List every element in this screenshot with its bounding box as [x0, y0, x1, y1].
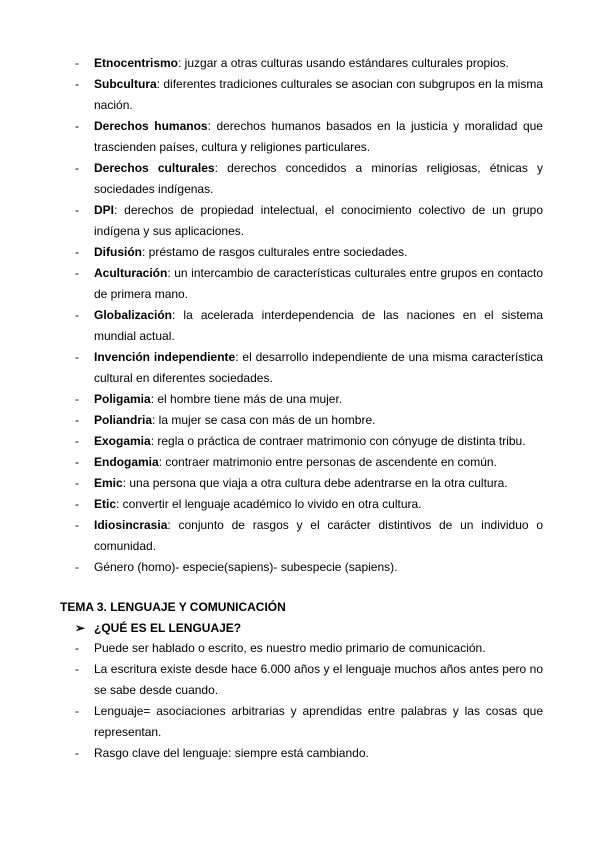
glossary-term: Idiosincrasia	[94, 518, 168, 532]
glossary-term: Aculturación	[94, 266, 168, 280]
glossary-definition: : juzgar a otras culturas usando estándares culturales propios.	[178, 56, 509, 70]
glossary-item	[75, 158, 543, 200]
glossary-term: Etic	[94, 497, 117, 511]
glossary-item	[75, 473, 543, 494]
glossary-definition: : derechos humanos basados en la justicia y moralidad que trascienden países, cultura y religiones particulares.	[94, 119, 543, 154]
glossary-item	[75, 263, 543, 305]
glossary-item	[75, 557, 543, 578]
glossary-definition: : la mujer se casa con más de un hombre.	[152, 413, 376, 427]
dash-bullet: -	[75, 266, 79, 280]
glossary-item	[75, 116, 543, 158]
glossary-term: Invención independiente	[94, 350, 236, 364]
glossary-definition: : una persona que viaja a otra cultura debe adentrarse en la otra cultura.	[122, 476, 508, 490]
list-item-text: Lenguaje= asociaciones arbitrarias y aprendidas entre palabras y las cosas que representan.	[94, 704, 543, 739]
dash-bullet: -	[75, 350, 79, 364]
glossary-item	[75, 410, 543, 431]
glossary-item	[75, 494, 543, 515]
list-item	[75, 659, 543, 701]
glossary-term: Derechos culturales	[94, 161, 215, 175]
dash-bullet: -	[75, 161, 79, 175]
glossary-definition: : préstamo de rasgos culturales entre sociedades.	[142, 245, 408, 259]
list-item	[75, 743, 543, 764]
language-list	[75, 638, 543, 764]
glossary-term: DPI	[94, 203, 115, 217]
dash-bullet: -	[75, 119, 79, 133]
glossary-item	[75, 74, 543, 116]
glossary-definition: Género (homo)- especie(sapiens)- subespecie (sapiens).	[94, 560, 398, 574]
glossary-term: Poliandria	[94, 413, 153, 427]
glossary-definition: : diferentes tradiciones culturales se asocian con subgrupos en la misma nación.	[94, 77, 543, 112]
glossary-term: Subcultura	[94, 77, 157, 91]
glossary-item	[75, 242, 543, 263]
glossary-term: Endogamia	[94, 455, 159, 469]
glossary-item	[75, 200, 543, 242]
dash-bullet: -	[75, 746, 79, 760]
dash-bullet: -	[75, 77, 79, 91]
glossary-term: Globalización	[94, 308, 173, 322]
dash-bullet: -	[75, 641, 79, 655]
glossary-term: Difusión	[94, 245, 142, 259]
section-title: TEMA 3. LENGUAJE Y COMUNICACIÓN	[60, 600, 286, 614]
dash-bullet: -	[75, 560, 79, 574]
dash-bullet: -	[75, 455, 79, 469]
dash-bullet: -	[75, 392, 79, 406]
glossary-definition: : convertir el lenguaje académico lo vivido en otra cultura.	[116, 497, 422, 511]
dash-bullet: -	[75, 518, 79, 532]
glossary-item	[75, 389, 543, 410]
dash-bullet: -	[75, 497, 79, 511]
glossary-term: Poligamia	[94, 392, 151, 406]
dash-bullet: -	[75, 203, 79, 217]
list-item-text: Rasgo clave del lenguaje: siempre está cambiando.	[94, 746, 369, 760]
glossary-definition: : regla o práctica de contraer matrimonio con cónyuge de distinta tribu.	[150, 434, 526, 448]
glossary-item	[75, 452, 543, 473]
glossary-definition: : derechos concedidos a minorías religiosas, étnicas y sociedades indígenas.	[94, 161, 544, 196]
glossary-term: Etnocentrismo	[94, 56, 179, 70]
dash-bullet: -	[75, 245, 79, 259]
sub-heading	[75, 620, 241, 636]
glossary-item	[75, 515, 543, 557]
glossary-definition: : un intercambio de características culturales entre grupos en contacto de primera mano.	[94, 266, 543, 301]
glossary-definition: : el hombre tiene más de una mujer.	[150, 392, 343, 406]
glossary-term: Derechos humanos	[94, 119, 208, 133]
glossary-definition: : el desarrollo independiente de una misma característica cultural en diferentes sociedades.	[94, 350, 543, 385]
dash-bullet: -	[75, 704, 79, 718]
dash-bullet: -	[75, 662, 79, 676]
dash-bullet: -	[75, 308, 79, 322]
list-item-text: La escritura existe desde hace 6.000 años y el lenguaje muchos años antes pero no se sabe desde cuando.	[94, 662, 543, 697]
glossary-definition: : derechos de propiedad intelectual, el conocimiento colectivo de un grupo indígena y sus aplicaciones.	[94, 203, 543, 238]
sub-heading-text: ¿QUÉ ES EL LENGUAJE?	[94, 621, 242, 635]
glossary-definition: : contraer matrimonio entre personas de ascendente en común.	[158, 455, 497, 469]
glossary-term: Exogamia	[94, 434, 151, 448]
arrow-bullet-icon: ➢	[75, 621, 86, 635]
dash-bullet: -	[75, 434, 79, 448]
dash-bullet: -	[75, 476, 79, 490]
list-item	[75, 701, 543, 743]
dash-bullet: -	[75, 56, 79, 70]
glossary-list	[75, 53, 543, 578]
glossary-item	[75, 53, 543, 74]
glossary-term: Emic	[94, 476, 123, 490]
glossary-item	[75, 305, 543, 347]
dash-bullet: -	[75, 413, 79, 427]
glossary-definition: : conjunto de rasgos y el carácter distintivos de un individuo o comunidad.	[94, 518, 543, 553]
glossary-item	[75, 431, 543, 452]
list-item-text: Puede ser hablado o escrito, es nuestro medio primario de comunicación.	[94, 641, 486, 655]
glossary-item	[75, 347, 543, 389]
glossary-definition: : la acelerada interdependencia de las naciones en el sistema mundial actual.	[94, 308, 543, 343]
list-item	[75, 638, 543, 659]
